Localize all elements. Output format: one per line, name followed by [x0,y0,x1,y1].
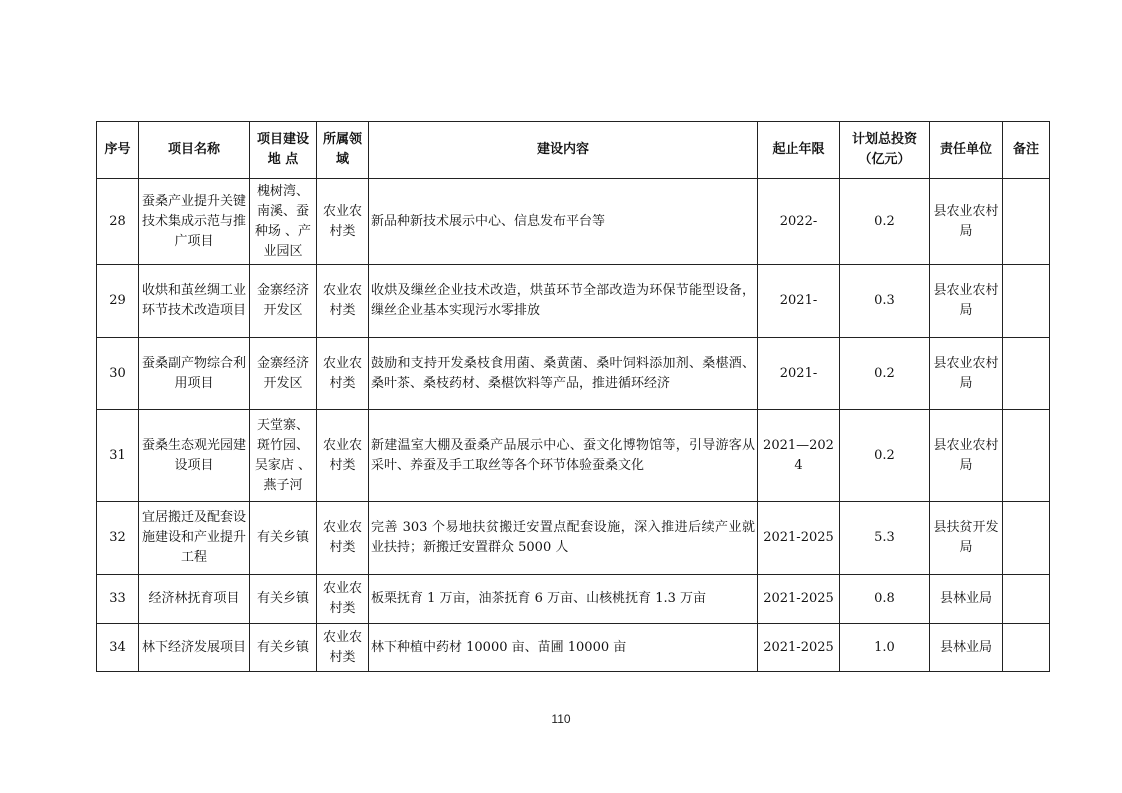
page-number: 110 [551,712,571,726]
cell-investment: 0.2 [840,338,930,410]
cell-content: 林下种植中药材 10000 亩、苗圃 10000 亩 [369,624,758,672]
cell-period: 2021- [758,338,840,410]
cell-remark [1003,624,1050,672]
header-name: 项目名称 [139,122,250,179]
cell-content: 板栗抚育 1 万亩，油茶抚育 6 万亩、山核桃抚育 1.3 万亩 [369,575,758,624]
cell-unit: 县农业农村局 [930,179,1003,265]
cell-remark [1003,338,1050,410]
table-row [97,502,1050,575]
cell-unit: 县扶贫开发局 [930,502,1003,575]
cell-unit: 县农业农村局 [930,410,1003,502]
cell-period: 2021- [758,265,840,338]
cell-remark [1003,575,1050,624]
cell-location: 有关乡镇 [250,624,317,672]
header-remark: 备注 [1003,122,1050,179]
cell-investment: 0.8 [840,575,930,624]
cell-content: 鼓励和支持开发桑枝食用菌、桑黄菌、桑叶饲料添加剂、桑椹酒、桑叶茶、桑枝药材、桑椹饮料等产品，推进循环经济 [369,338,758,410]
cell-seq: 34 [97,624,139,672]
cell-seq: 33 [97,575,139,624]
header-content: 建设内容 [369,122,758,179]
cell-name: 经济林抚育项目 [139,575,250,624]
cell-period: 2021-2025 [758,624,840,672]
cell-field: 农业农村类 [317,502,369,575]
cell-location: 金寨经济开发区 [250,265,317,338]
cell-name: 蚕桑生态观光园建设项目 [139,410,250,502]
cell-location: 天堂寨、斑竹园、吴家店 、燕子河 [250,410,317,502]
header-field: 所属领域 [317,122,369,179]
cell-period: 2021-2025 [758,575,840,624]
cell-field: 农业农村类 [317,338,369,410]
cell-name: 宜居搬迁及配套设施建设和产业提升工程 [139,502,250,575]
cell-name: 蚕桑副产物综合利用项目 [139,338,250,410]
cell-field: 农业农村类 [317,575,369,624]
cell-seq: 31 [97,410,139,502]
cell-name: 蚕桑产业提升关键技术集成示范与推广项目 [139,179,250,265]
cell-investment: 0.2 [840,179,930,265]
header-period: 起止年限 [758,122,840,179]
cell-period: 2021—2024 [758,410,840,502]
cell-field: 农业农村类 [317,265,369,338]
cell-field: 农业农村类 [317,179,369,265]
cell-period: 2021-2025 [758,502,840,575]
cell-location: 金寨经济开发区 [250,338,317,410]
header-location: 项目建设地 点 [250,122,317,179]
cell-investment: 0.2 [840,410,930,502]
cell-location: 有关乡镇 [250,502,317,575]
table-row [97,179,1050,265]
header-investment: 计划总投资（亿元） [840,122,930,179]
cell-seq: 29 [97,265,139,338]
cell-location: 槐树湾、南溪、蚕种场 、产业园区 [250,179,317,265]
cell-name: 林下经济发展项目 [139,624,250,672]
cell-field: 农业农村类 [317,624,369,672]
cell-remark [1003,410,1050,502]
cell-seq: 32 [97,502,139,575]
cell-unit: 县农业农村局 [930,265,1003,338]
table-row [97,265,1050,338]
cell-seq: 30 [97,338,139,410]
cell-content: 收烘及缫丝企业技术改造，烘茧环节全部改造为环保节能型设备，缫丝企业基本实现污水零排放 [369,265,758,338]
cell-period: 2022- [758,179,840,265]
cell-seq: 28 [97,179,139,265]
table-row [97,410,1050,502]
cell-field: 农业农村类 [317,410,369,502]
cell-name: 收烘和茧丝绸工业环节技术改造项目 [139,265,250,338]
cell-content: 完善 303 个易地扶贫搬迁安置点配套设施，深入推进后续产业就业扶持；新搬迁安置群众 5000 人 [369,502,758,575]
header-seq: 序号 [97,122,139,179]
project-table [96,121,1050,672]
cell-unit: 县林业局 [930,575,1003,624]
table-header-row [97,122,1050,179]
table-row [97,575,1050,624]
cell-investment: 1.0 [840,624,930,672]
table-row [97,338,1050,410]
header-unit: 责任单位 [930,122,1003,179]
cell-content: 新品种新技术展示中心、信息发布平台等 [369,179,758,265]
cell-remark [1003,265,1050,338]
cell-content: 新建温室大棚及蚕桑产品展示中心、蚕文化博物馆等，引导游客从采叶、养蚕及手工取丝等各个环节体验蚕桑文化 [369,410,758,502]
cell-investment: 0.3 [840,265,930,338]
cell-unit: 县林业局 [930,624,1003,672]
cell-remark [1003,502,1050,575]
cell-location: 有关乡镇 [250,575,317,624]
cell-unit: 县农业农村局 [930,338,1003,410]
cell-remark [1003,179,1050,265]
table-row [97,624,1050,672]
cell-investment: 5.3 [840,502,930,575]
